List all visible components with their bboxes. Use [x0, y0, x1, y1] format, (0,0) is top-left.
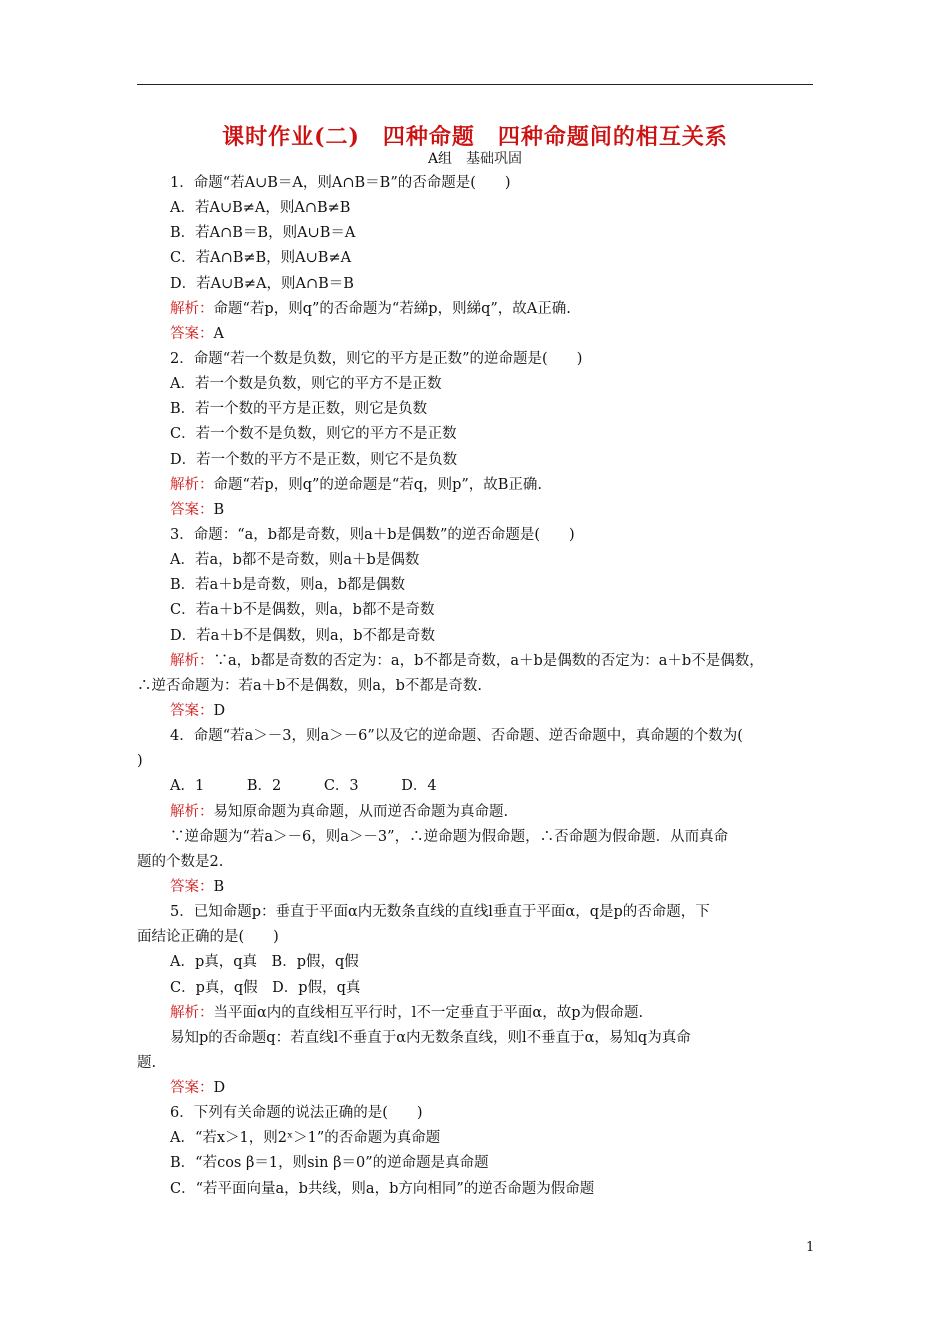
- option-3a: A．若a，b都不是奇数，则a＋b是偶数: [170, 552, 420, 569]
- question-4: 4．命题“若a＞－3，则a＞－6”以及它的逆命题、否命题、逆否命题中，真命题的个数为(: [170, 728, 743, 745]
- analysis-4: 解析：易知原命题为真命题，从而逆否命题为真命题.: [170, 803, 509, 820]
- analysis-5: 解析：当平面α内的直线相互平行时，l不一定垂直于平面α，故p为假命题.: [170, 1004, 644, 1021]
- analysis-label: 解析：: [170, 803, 214, 820]
- option-3b: B．若a＋b是奇数，则a，b都是偶数: [170, 577, 406, 594]
- option-4c: C．3: [323, 778, 359, 795]
- answer-4: 答案：B: [170, 878, 225, 895]
- option-4d: D．4: [401, 778, 437, 795]
- answer-1: 答案：A: [170, 325, 224, 342]
- options-4: [137, 774, 813, 799]
- answer-3: 答案：D: [170, 702, 226, 719]
- options-5-cd: C．p真，q假 D．p假，q真: [170, 979, 361, 996]
- option-4a: A．1: [170, 778, 205, 795]
- page-title: 课时作业(二) 四种命题 四种命题间的相互关系: [222, 124, 728, 150]
- option-6c: C．“若平面向量a，b共线，则a，b方向相同”的逆否命题为假命题: [170, 1180, 595, 1197]
- option-2d: D．若一个数的平方不是正数，则它不是负数: [170, 451, 458, 468]
- option-6b: B．“若cos β＝1，则sin β＝0”的逆命题是真命题: [170, 1155, 489, 1172]
- section-heading: A组 基础巩固: [427, 151, 523, 167]
- analysis-label: 解析：: [170, 300, 214, 317]
- answer-label: 答案：: [170, 702, 214, 719]
- answer-label: 答案：: [170, 878, 214, 895]
- option-1c: C．若A∩B≠B，则A∪B≠A: [170, 250, 352, 267]
- analysis-label: 解析：: [170, 652, 214, 669]
- page-number: 1: [806, 1240, 815, 1255]
- analysis-4-line2: ∵逆命题为“若a＞－6，则a＞－3”，∴逆命题为假命题，∴否命题为假命题．从而真命: [170, 828, 729, 845]
- option-3c: C．若a＋b不是偶数，则a，b都不是奇数: [170, 602, 435, 619]
- header-rule: [137, 84, 813, 85]
- analysis-label: 解析：: [170, 476, 214, 493]
- question-2: 2．命题“若一个数是负数，则它的平方是正数”的逆命题是( ): [170, 350, 583, 367]
- answer-label: 答案：: [170, 325, 214, 342]
- analysis-1: 解析：命题“若p，则q”的否命题为“若綈p，则綈q”，故A正确.: [170, 300, 571, 317]
- analysis-5-cont: 题.: [137, 1054, 157, 1071]
- question-1: 1．命题“若A∪B＝A，则A∩B＝B”的否命题是( ): [170, 175, 511, 191]
- answer-5: 答案：D: [170, 1080, 226, 1097]
- answer-2: 答案：B: [170, 501, 225, 518]
- option-6a: A．“若x＞1，则2ˣ＞1”的否命题为真命题: [170, 1130, 441, 1147]
- option-2c: C．若一个数不是负数，则它的平方不是正数: [170, 426, 457, 443]
- analysis-2: 解析：命题“若p，则q”的逆命题是“若q，则p”，故B正确.: [170, 476, 543, 493]
- question-5: 5．已知命题p：垂直于平面α内无数条直线的直线l垂直于平面α，q是p的否命题，下: [170, 904, 710, 921]
- option-1a: A．若A∪B≠A，则A∩B≠B: [170, 200, 351, 217]
- question-4-cont: ): [137, 753, 143, 770]
- option-3d: D．若a＋b不是偶数，则a，b不都是奇数: [170, 627, 435, 644]
- option-1b: B．若A∩B＝B，则A∪B＝A: [170, 225, 356, 242]
- analysis-3-cont: ∴逆否命题为：若a＋b不是偶数，则a，b不都是奇数.: [137, 677, 482, 694]
- option-2b: B．若一个数的平方是正数，则它是负数: [170, 401, 428, 418]
- exercise-body: [137, 171, 813, 1202]
- analysis-3: 解析：∵a，b都是奇数的否定为：a，b不都是奇数，a＋b是偶数的否定为：a＋b不是偶数，: [170, 652, 764, 669]
- question-6: 6．下列有关命题的说法正确的是( ): [170, 1105, 423, 1122]
- option-2a: A．若一个数是负数，则它的平方不是正数: [170, 376, 442, 393]
- analysis-4-cont: 题的个数是2.: [137, 853, 224, 870]
- option-1d: D．若A∪B≠A，则A∩B＝B: [170, 275, 354, 292]
- analysis-5-line2: 易知p的否命题q：若直线l不垂直于α内无数条直线，则l不垂直于α，易知q为真命: [170, 1029, 691, 1046]
- options-5-ab: A．p真，q真 B．p假，q假: [170, 954, 359, 971]
- analysis-label: 解析：: [170, 1004, 214, 1021]
- answer-label: 答案：: [170, 501, 214, 518]
- question-3: 3．命题：“a，b都是奇数，则a＋b是偶数”的逆否命题是( ): [170, 526, 575, 543]
- answer-label: 答案：: [170, 1080, 214, 1097]
- question-5-cont: 面结论正确的是( ): [137, 929, 279, 946]
- option-4b: B．2: [246, 778, 282, 795]
